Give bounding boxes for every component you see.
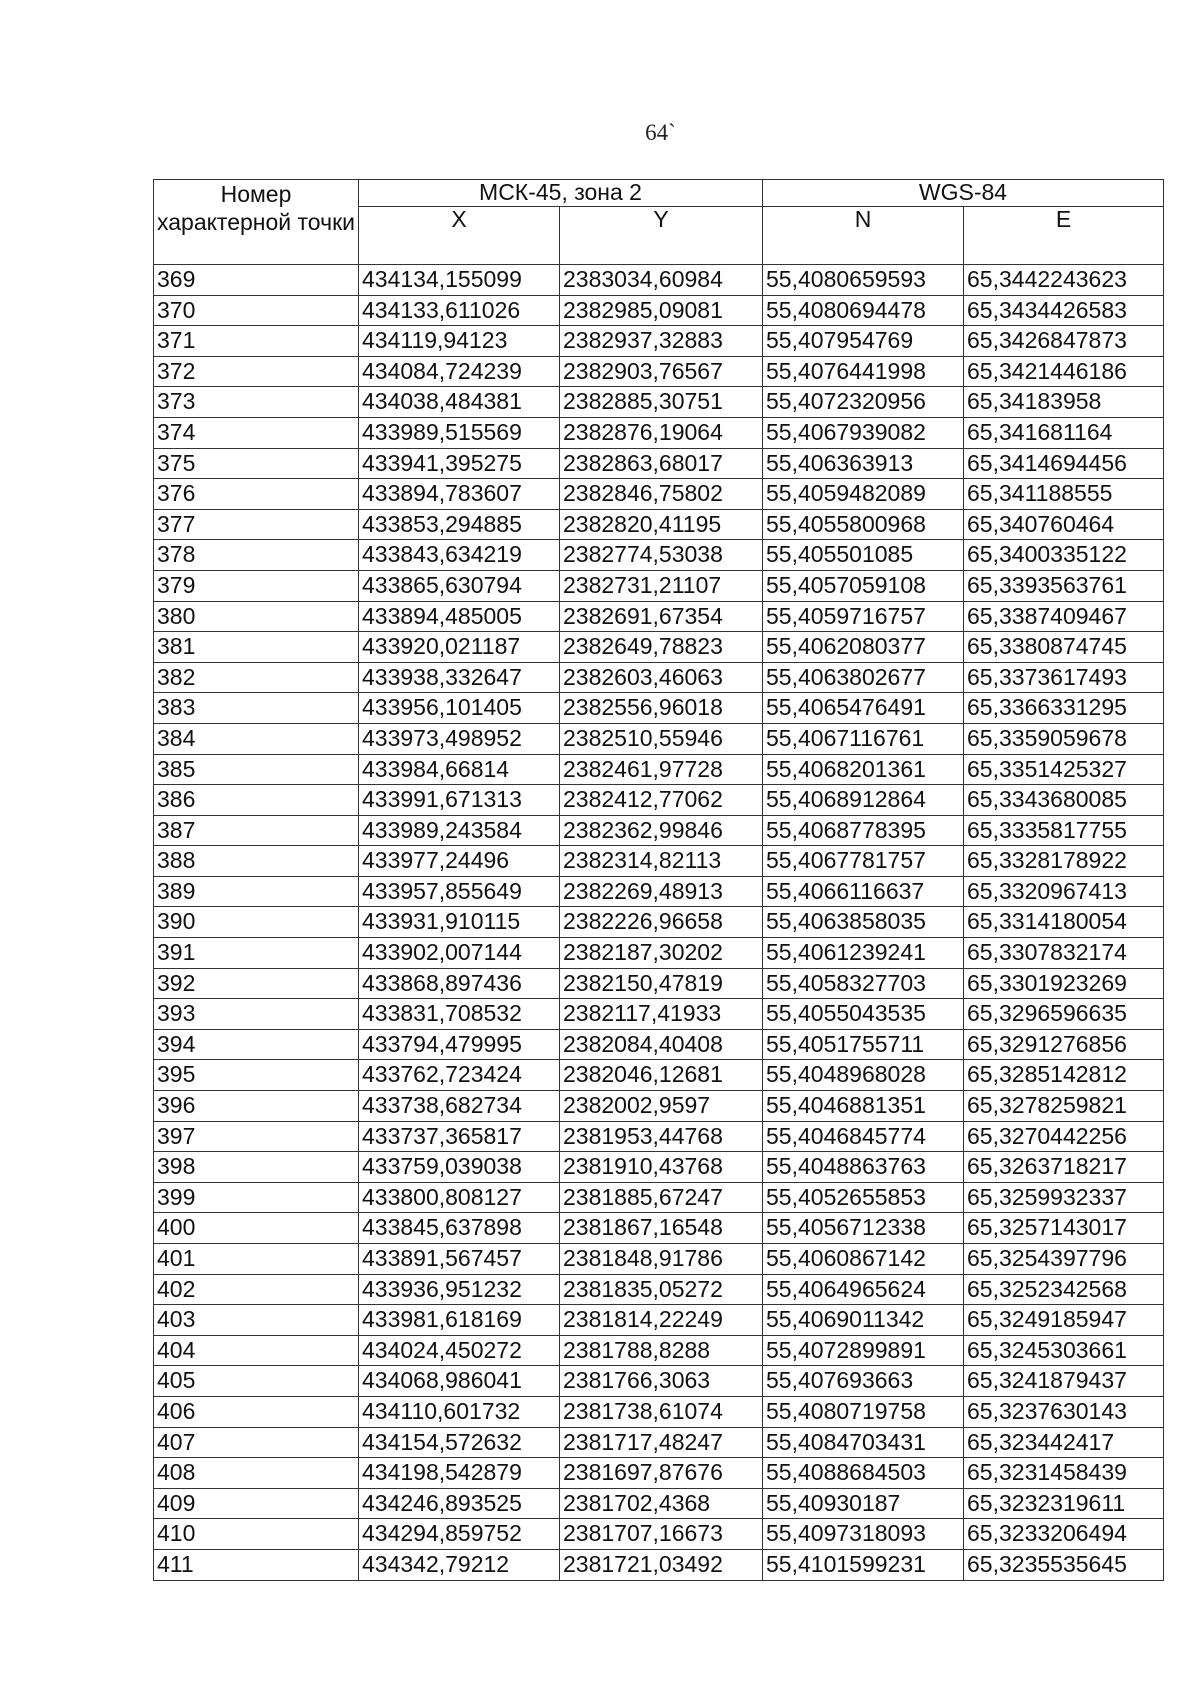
table-row bbox=[154, 938, 1164, 969]
point-number-cell: 402 bbox=[154, 1274, 359, 1305]
n-cell: 55,4080719758 bbox=[763, 1396, 964, 1427]
y-cell: 2381721,03492 bbox=[560, 1549, 763, 1580]
point-number-cell: 401 bbox=[154, 1244, 359, 1275]
n-cell: 55,405501085 bbox=[763, 540, 964, 571]
point-number-cell: 397 bbox=[154, 1121, 359, 1152]
x-cell: 433894,783607 bbox=[359, 479, 560, 510]
y-cell: 2382084,40408 bbox=[560, 1029, 763, 1060]
x-cell: 433936,951232 bbox=[359, 1274, 560, 1305]
table-row bbox=[154, 417, 1164, 448]
coordinates-table bbox=[153, 179, 1164, 1581]
y-cell: 2382863,68017 bbox=[560, 448, 763, 479]
x-cell: 433865,630794 bbox=[359, 570, 560, 601]
x-cell: 433845,637898 bbox=[359, 1213, 560, 1244]
e-cell: 65,3241879437 bbox=[964, 1366, 1164, 1397]
x-cell: 434084,724239 bbox=[359, 356, 560, 387]
y-cell: 2381707,16673 bbox=[560, 1519, 763, 1550]
y-cell: 2381814,22249 bbox=[560, 1305, 763, 1336]
n-cell: 55,4068201361 bbox=[763, 754, 964, 785]
table-row bbox=[154, 1396, 1164, 1427]
n-cell: 55,4088684503 bbox=[763, 1458, 964, 1489]
e-cell: 65,3343680085 bbox=[964, 785, 1164, 816]
e-cell: 65,3359059678 bbox=[964, 723, 1164, 754]
e-cell: 65,3237630143 bbox=[964, 1396, 1164, 1427]
x-cell: 434294,859752 bbox=[359, 1519, 560, 1550]
n-cell: 55,407954769 bbox=[763, 326, 964, 357]
x-cell: 433868,897436 bbox=[359, 968, 560, 999]
n-cell: 55,4080694478 bbox=[763, 295, 964, 326]
y-cell: 2381835,05272 bbox=[560, 1274, 763, 1305]
table-row bbox=[154, 1244, 1164, 1275]
point-number-cell: 369 bbox=[154, 265, 359, 296]
y-cell: 2382937,32883 bbox=[560, 326, 763, 357]
y-cell: 2382985,09081 bbox=[560, 295, 763, 326]
y-cell: 2381910,43768 bbox=[560, 1152, 763, 1183]
e-cell: 65,3232319611 bbox=[964, 1488, 1164, 1519]
point-number-cell: 406 bbox=[154, 1396, 359, 1427]
header-n: N bbox=[763, 207, 964, 265]
x-cell: 434154,572632 bbox=[359, 1427, 560, 1458]
n-cell: 55,4048863763 bbox=[763, 1152, 964, 1183]
n-cell: 55,4057059108 bbox=[763, 570, 964, 601]
e-cell: 65,3231458439 bbox=[964, 1458, 1164, 1489]
e-cell: 65,3320967413 bbox=[964, 876, 1164, 907]
y-cell: 2381717,48247 bbox=[560, 1427, 763, 1458]
table-row bbox=[154, 1029, 1164, 1060]
table-row bbox=[154, 723, 1164, 754]
n-cell: 55,4072899891 bbox=[763, 1335, 964, 1366]
x-cell: 433800,808127 bbox=[359, 1182, 560, 1213]
point-number-cell: 379 bbox=[154, 570, 359, 601]
n-cell: 55,4101599231 bbox=[763, 1549, 964, 1580]
table-row bbox=[154, 968, 1164, 999]
y-cell: 2382774,53038 bbox=[560, 540, 763, 571]
n-cell: 55,4051755711 bbox=[763, 1029, 964, 1060]
header-x: X bbox=[359, 207, 560, 265]
n-cell: 55,407693663 bbox=[763, 1366, 964, 1397]
n-cell: 55,4055043535 bbox=[763, 999, 964, 1030]
point-number-cell: 370 bbox=[154, 295, 359, 326]
e-cell: 65,3263718217 bbox=[964, 1152, 1164, 1183]
y-cell: 2382461,97728 bbox=[560, 754, 763, 785]
y-cell: 2382885,30751 bbox=[560, 387, 763, 418]
table-row bbox=[154, 785, 1164, 816]
e-cell: 65,3442243623 bbox=[964, 265, 1164, 296]
table-body bbox=[154, 265, 1164, 1581]
n-cell: 55,4060867142 bbox=[763, 1244, 964, 1275]
x-cell: 433762,723424 bbox=[359, 1060, 560, 1091]
table-row bbox=[154, 1152, 1164, 1183]
e-cell: 65,3235535645 bbox=[964, 1549, 1164, 1580]
y-cell: 2381788,8288 bbox=[560, 1335, 763, 1366]
point-number-cell: 407 bbox=[154, 1427, 359, 1458]
x-cell: 433981,618169 bbox=[359, 1305, 560, 1336]
e-cell: 65,3252342568 bbox=[964, 1274, 1164, 1305]
n-cell: 55,4046881351 bbox=[763, 1091, 964, 1122]
x-cell: 434068,986041 bbox=[359, 1366, 560, 1397]
n-cell: 55,406363913 bbox=[763, 448, 964, 479]
table-row bbox=[154, 876, 1164, 907]
table-row bbox=[154, 1213, 1164, 1244]
x-cell: 433989,515569 bbox=[359, 417, 560, 448]
x-cell: 433920,021187 bbox=[359, 632, 560, 663]
table-row bbox=[154, 1182, 1164, 1213]
point-number-cell: 394 bbox=[154, 1029, 359, 1060]
e-cell: 65,3254397796 bbox=[964, 1244, 1164, 1275]
table-row bbox=[154, 509, 1164, 540]
x-cell: 433843,634219 bbox=[359, 540, 560, 571]
x-cell: 433759,039038 bbox=[359, 1152, 560, 1183]
n-cell: 55,4065476491 bbox=[763, 693, 964, 724]
point-number-cell: 373 bbox=[154, 387, 359, 418]
table-row bbox=[154, 265, 1164, 296]
table-row bbox=[154, 1427, 1164, 1458]
e-cell: 65,3335817755 bbox=[964, 815, 1164, 846]
point-number-cell: 399 bbox=[154, 1182, 359, 1213]
header-point-number: Номер характерной точки bbox=[154, 180, 359, 265]
n-cell: 55,4062080377 bbox=[763, 632, 964, 663]
table-row bbox=[154, 1091, 1164, 1122]
n-cell: 55,40930187 bbox=[763, 1488, 964, 1519]
point-number-cell: 388 bbox=[154, 846, 359, 877]
y-cell: 2381848,91786 bbox=[560, 1244, 763, 1275]
y-cell: 2381885,67247 bbox=[560, 1182, 763, 1213]
point-number-cell: 386 bbox=[154, 785, 359, 816]
point-number-cell: 378 bbox=[154, 540, 359, 571]
table-row bbox=[154, 662, 1164, 693]
y-cell: 2382150,47819 bbox=[560, 968, 763, 999]
y-cell: 2382903,76567 bbox=[560, 356, 763, 387]
y-cell: 2382046,12681 bbox=[560, 1060, 763, 1091]
point-number-cell: 375 bbox=[154, 448, 359, 479]
table-row bbox=[154, 448, 1164, 479]
x-cell: 433831,708532 bbox=[359, 999, 560, 1030]
n-cell: 55,4068912864 bbox=[763, 785, 964, 816]
point-number-cell: 383 bbox=[154, 693, 359, 724]
e-cell: 65,3400335122 bbox=[964, 540, 1164, 571]
table-row bbox=[154, 1121, 1164, 1152]
table-row bbox=[154, 601, 1164, 632]
e-cell: 65,3249185947 bbox=[964, 1305, 1164, 1336]
n-cell: 55,4064965624 bbox=[763, 1274, 964, 1305]
point-number-cell: 392 bbox=[154, 968, 359, 999]
e-cell: 65,3291276856 bbox=[964, 1029, 1164, 1060]
table-header bbox=[154, 180, 1164, 265]
y-cell: 2382820,41195 bbox=[560, 509, 763, 540]
y-cell: 2382846,75802 bbox=[560, 479, 763, 510]
x-cell: 433984,66814 bbox=[359, 754, 560, 785]
e-cell: 65,341681164 bbox=[964, 417, 1164, 448]
y-cell: 2381766,3063 bbox=[560, 1366, 763, 1397]
y-cell: 2382002,9597 bbox=[560, 1091, 763, 1122]
y-cell: 2382603,46063 bbox=[560, 662, 763, 693]
point-number-cell: 405 bbox=[154, 1366, 359, 1397]
point-number-cell: 398 bbox=[154, 1152, 359, 1183]
x-cell: 433977,24496 bbox=[359, 846, 560, 877]
e-cell: 65,323442417 bbox=[964, 1427, 1164, 1458]
point-number-cell: 393 bbox=[154, 999, 359, 1030]
table-row bbox=[154, 295, 1164, 326]
x-cell: 433794,479995 bbox=[359, 1029, 560, 1060]
e-cell: 65,3296596635 bbox=[964, 999, 1164, 1030]
x-cell: 434246,893525 bbox=[359, 1488, 560, 1519]
x-cell: 434038,484381 bbox=[359, 387, 560, 418]
x-cell: 433973,498952 bbox=[359, 723, 560, 754]
y-cell: 2382649,78823 bbox=[560, 632, 763, 663]
y-cell: 2382187,30202 bbox=[560, 938, 763, 969]
e-cell: 65,3421446186 bbox=[964, 356, 1164, 387]
table-row bbox=[154, 1366, 1164, 1397]
e-cell: 65,3270442256 bbox=[964, 1121, 1164, 1152]
point-number-cell: 380 bbox=[154, 601, 359, 632]
y-cell: 2382269,48913 bbox=[560, 876, 763, 907]
table-row bbox=[154, 754, 1164, 785]
x-cell: 433738,682734 bbox=[359, 1091, 560, 1122]
e-cell: 65,3233206494 bbox=[964, 1519, 1164, 1550]
e-cell: 65,3259932337 bbox=[964, 1182, 1164, 1213]
y-cell: 2382556,96018 bbox=[560, 693, 763, 724]
e-cell: 65,3366331295 bbox=[964, 693, 1164, 724]
y-cell: 2383034,60984 bbox=[560, 265, 763, 296]
x-cell: 433991,671313 bbox=[359, 785, 560, 816]
y-cell: 2382117,41933 bbox=[560, 999, 763, 1030]
e-cell: 65,3414694456 bbox=[964, 448, 1164, 479]
y-cell: 2381867,16548 bbox=[560, 1213, 763, 1244]
header-y: Y bbox=[560, 207, 763, 265]
n-cell: 55,4072320956 bbox=[763, 387, 964, 418]
y-cell: 2381697,87676 bbox=[560, 1458, 763, 1489]
n-cell: 55,4069011342 bbox=[763, 1305, 964, 1336]
y-cell: 2382510,55946 bbox=[560, 723, 763, 754]
point-number-cell: 381 bbox=[154, 632, 359, 663]
x-cell: 433957,855649 bbox=[359, 876, 560, 907]
e-cell: 65,3285142812 bbox=[964, 1060, 1164, 1091]
point-number-cell: 376 bbox=[154, 479, 359, 510]
table-row bbox=[154, 1274, 1164, 1305]
point-number-cell: 408 bbox=[154, 1458, 359, 1489]
point-number-cell: 384 bbox=[154, 723, 359, 754]
e-cell: 65,3278259821 bbox=[964, 1091, 1164, 1122]
table-row bbox=[154, 632, 1164, 663]
point-number-cell: 404 bbox=[154, 1335, 359, 1366]
y-cell: 2381953,44768 bbox=[560, 1121, 763, 1152]
n-cell: 55,4048968028 bbox=[763, 1060, 964, 1091]
x-cell: 434110,601732 bbox=[359, 1396, 560, 1427]
table-row bbox=[154, 479, 1164, 510]
point-number-cell: 385 bbox=[154, 754, 359, 785]
x-cell: 433956,101405 bbox=[359, 693, 560, 724]
e-cell: 65,3301923269 bbox=[964, 968, 1164, 999]
e-cell: 65,340760464 bbox=[964, 509, 1164, 540]
x-cell: 434024,450272 bbox=[359, 1335, 560, 1366]
x-cell: 433902,007144 bbox=[359, 938, 560, 969]
e-cell: 65,341188555 bbox=[964, 479, 1164, 510]
table-row bbox=[154, 1549, 1164, 1580]
header-wgs-group: WGS-84 bbox=[763, 180, 1164, 207]
point-number-cell: 395 bbox=[154, 1060, 359, 1091]
n-cell: 55,4059482089 bbox=[763, 479, 964, 510]
e-cell: 65,3380874745 bbox=[964, 632, 1164, 663]
y-cell: 2381738,61074 bbox=[560, 1396, 763, 1427]
e-cell: 65,3351425327 bbox=[964, 754, 1164, 785]
n-cell: 55,4058327703 bbox=[763, 968, 964, 999]
n-cell: 55,4068778395 bbox=[763, 815, 964, 846]
table-row bbox=[154, 1488, 1164, 1519]
point-number-cell: 377 bbox=[154, 509, 359, 540]
x-cell: 433941,395275 bbox=[359, 448, 560, 479]
header-e: E bbox=[964, 207, 1164, 265]
x-cell: 434134,155099 bbox=[359, 265, 560, 296]
table-row bbox=[154, 326, 1164, 357]
n-cell: 55,4080659593 bbox=[763, 265, 964, 296]
table-row bbox=[154, 907, 1164, 938]
x-cell: 433989,243584 bbox=[359, 815, 560, 846]
e-cell: 65,3373617493 bbox=[964, 662, 1164, 693]
point-number-cell: 390 bbox=[154, 907, 359, 938]
e-cell: 65,3426847873 bbox=[964, 326, 1164, 357]
e-cell: 65,3314180054 bbox=[964, 907, 1164, 938]
n-cell: 55,4055800968 bbox=[763, 509, 964, 540]
n-cell: 55,4059716757 bbox=[763, 601, 964, 632]
point-number-cell: 400 bbox=[154, 1213, 359, 1244]
y-cell: 2382226,96658 bbox=[560, 907, 763, 938]
n-cell: 55,4067781757 bbox=[763, 846, 964, 877]
e-cell: 65,3257143017 bbox=[964, 1213, 1164, 1244]
n-cell: 55,4067939082 bbox=[763, 417, 964, 448]
x-cell: 433938,332647 bbox=[359, 662, 560, 693]
table-row bbox=[154, 846, 1164, 877]
e-cell: 65,3328178922 bbox=[964, 846, 1164, 877]
y-cell: 2382691,67354 bbox=[560, 601, 763, 632]
table-row bbox=[154, 1519, 1164, 1550]
y-cell: 2382731,21107 bbox=[560, 570, 763, 601]
point-number-cell: 410 bbox=[154, 1519, 359, 1550]
point-number-cell: 382 bbox=[154, 662, 359, 693]
table-row bbox=[154, 999, 1164, 1030]
x-cell: 433891,567457 bbox=[359, 1244, 560, 1275]
x-cell: 434342,79212 bbox=[359, 1549, 560, 1580]
n-cell: 55,4097318093 bbox=[763, 1519, 964, 1550]
point-number-cell: 372 bbox=[154, 356, 359, 387]
point-number-cell: 411 bbox=[154, 1549, 359, 1580]
y-cell: 2382412,77062 bbox=[560, 785, 763, 816]
n-cell: 55,4061239241 bbox=[763, 938, 964, 969]
y-cell: 2382314,82113 bbox=[560, 846, 763, 877]
e-cell: 65,3393563761 bbox=[964, 570, 1164, 601]
y-cell: 2381702,4368 bbox=[560, 1488, 763, 1519]
n-cell: 55,4056712338 bbox=[763, 1213, 964, 1244]
y-cell: 2382362,99846 bbox=[560, 815, 763, 846]
n-cell: 55,4076441998 bbox=[763, 356, 964, 387]
point-number-cell: 387 bbox=[154, 815, 359, 846]
n-cell: 55,4046845774 bbox=[763, 1121, 964, 1152]
point-number-cell: 389 bbox=[154, 876, 359, 907]
table-row bbox=[154, 693, 1164, 724]
n-cell: 55,4084703431 bbox=[763, 1427, 964, 1458]
e-cell: 65,3307832174 bbox=[964, 938, 1164, 969]
x-cell: 434198,542879 bbox=[359, 1458, 560, 1489]
point-number-cell: 403 bbox=[154, 1305, 359, 1336]
point-number-cell: 396 bbox=[154, 1091, 359, 1122]
n-cell: 55,4063858035 bbox=[763, 907, 964, 938]
x-cell: 434133,611026 bbox=[359, 295, 560, 326]
point-number-cell: 371 bbox=[154, 326, 359, 357]
table-row bbox=[154, 815, 1164, 846]
x-cell: 434119,94123 bbox=[359, 326, 560, 357]
n-cell: 55,4066116637 bbox=[763, 876, 964, 907]
table-row bbox=[154, 570, 1164, 601]
x-cell: 433853,294885 bbox=[359, 509, 560, 540]
table-row bbox=[154, 1335, 1164, 1366]
x-cell: 433894,485005 bbox=[359, 601, 560, 632]
table-row bbox=[154, 356, 1164, 387]
n-cell: 55,4063802677 bbox=[763, 662, 964, 693]
point-number-cell: 409 bbox=[154, 1488, 359, 1519]
x-cell: 433931,910115 bbox=[359, 907, 560, 938]
table-row bbox=[154, 1458, 1164, 1489]
point-number-cell: 374 bbox=[154, 417, 359, 448]
y-cell: 2382876,19064 bbox=[560, 417, 763, 448]
table-row bbox=[154, 387, 1164, 418]
table-row bbox=[154, 1305, 1164, 1336]
e-cell: 65,3245303661 bbox=[964, 1335, 1164, 1366]
e-cell: 65,3387409467 bbox=[964, 601, 1164, 632]
table-row bbox=[154, 540, 1164, 571]
x-cell: 433737,365817 bbox=[359, 1121, 560, 1152]
e-cell: 65,34183958 bbox=[964, 387, 1164, 418]
page-number: 64` bbox=[645, 120, 676, 145]
n-cell: 55,4067116761 bbox=[763, 723, 964, 754]
n-cell: 55,4052655853 bbox=[763, 1182, 964, 1213]
point-number-cell: 391 bbox=[154, 938, 359, 969]
header-msk-group: МСК-45, зона 2 bbox=[359, 180, 763, 207]
table-row bbox=[154, 1060, 1164, 1091]
e-cell: 65,3434426583 bbox=[964, 295, 1164, 326]
